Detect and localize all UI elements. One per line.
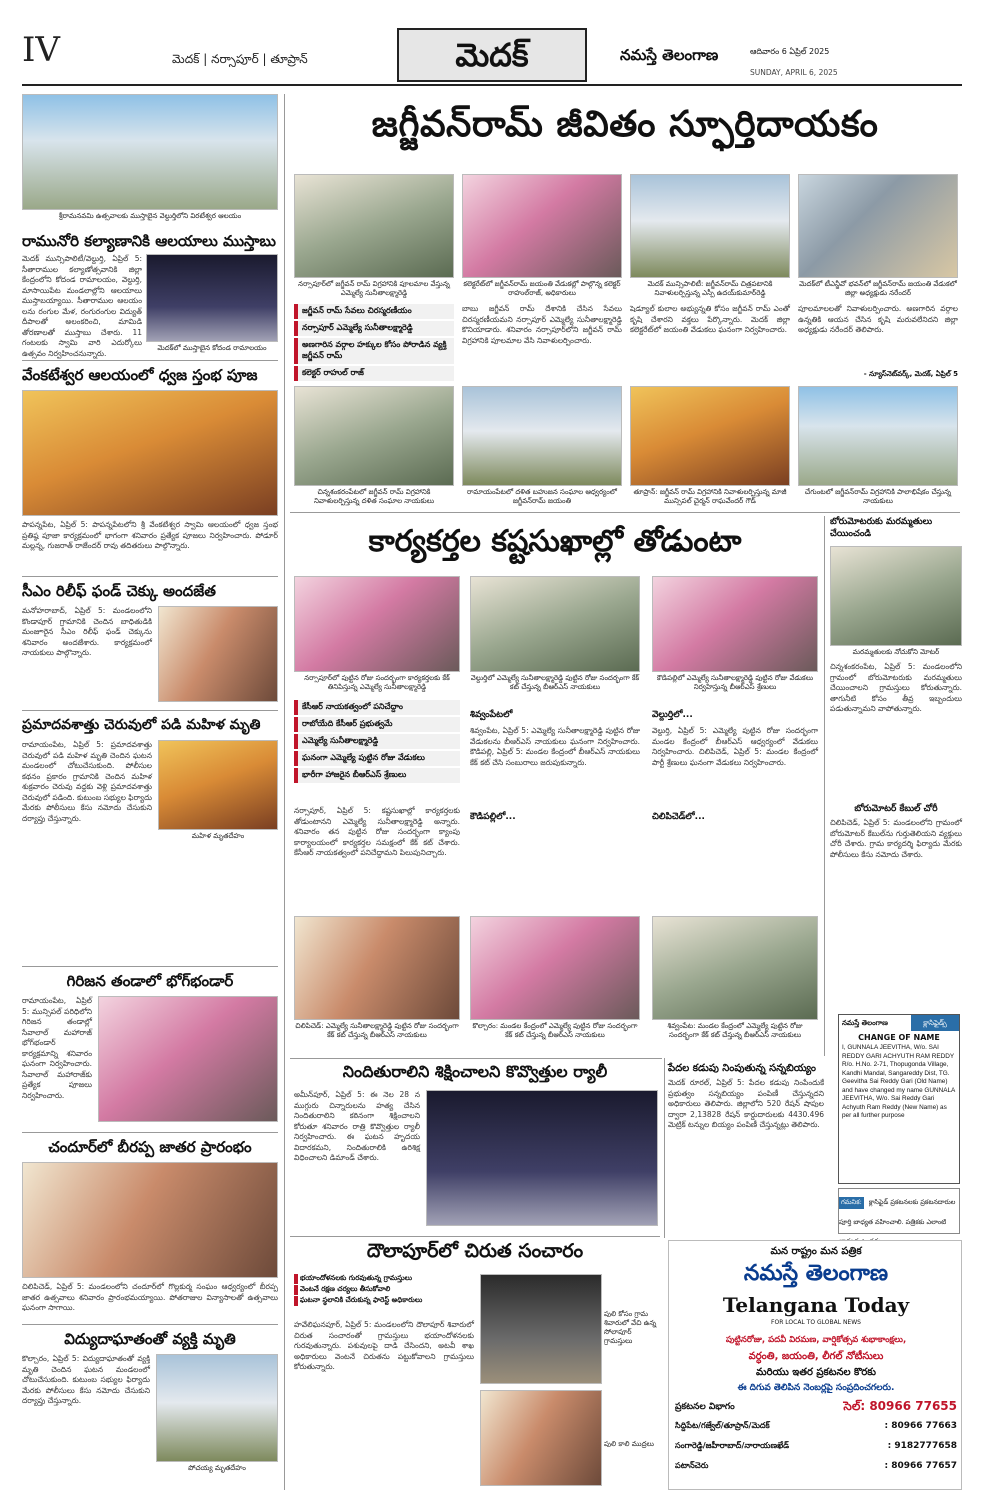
section-title-box [397,28,587,82]
third-headline: నిందితురాలిని శిక్షించాలని కొవ్వొత్తుల ర్యాలీ [342,1062,608,1081]
lead-photo-1 [294,174,454,278]
story7-photo [156,1354,278,1462]
ad-brand-telugu: నమస్తే తెలంగాణ [743,1261,889,1286]
classified-header [839,1015,959,1031]
divider [290,1236,660,1237]
borewell-sub: బోరుమోటర్ కేబుల్ చోరీ [854,804,938,814]
classified-tag: క్లాసిఫైడ్స్ [911,1015,959,1031]
ad-contact-phone: : 80966 77663 [884,1421,957,1431]
paper-name: నమస్తే తెలంగాణ [620,46,719,64]
borewell-caption: మరమ్మతులకు నోచుకోని మోటర్ [852,648,940,656]
header-rule [22,84,962,86]
ad-contact-phone: : 9182777658 [887,1441,957,1451]
ad-contact-row [675,1461,957,1472]
lead-caption-3: మెదక్ మున్సిపాలిటీ: జగ్జీవన్‌రామ్ చిత్రపటానికి నివాళులర్పిస్తున్న ఎస్పీ ఉదయ్‌కుమార్‌రెడ్డి [647,280,773,297]
ad-contact-head [675,1399,957,1416]
region-line: మెదక్ | నర్సాపూర్ | తూప్రాన్ [172,52,308,66]
story5-body: రామాయంపేట, ఏప్రిల్ 5: మున్సిపల్ పరిధిలోని గిరిజన తండాల్లో సేవాలాల్ మహారాజ్ భోగ్‌భండార్ కార్యక్రమాన్ని శనివారం ఘనంగా నిర్వహించారు. సేవాలాల్ మహారాజ్‌కు ప్రత్యేక పూజలు నిర్వహించారు. [22,996,92,1100]
section-title: మెదక్ [455,36,529,74]
second-body-c: వెల్దుర్తి, ఏప్రిల్ 5: ఎమ్మెల్యే పుట్టిన రోజు సందర్భంగా మండల కేంద్రంలో బీఆర్‌ఎస్ ఆధ్వర్యంలో వేడుకలు నిర్వహించారు. చిలిపిచెడ్, ఏప్రిల్ 5: మండల కేంద్రంలో పార్టీ శ్రేణులు ఘనంగా వేడుకలు నిర్వహించారు. [652,726,818,767]
lead-bullet: నర్సాపూర్ ఎమ్మెల్యే సునీతాలక్ష్మారెడ్డి [294,321,454,336]
temple-photo [22,94,278,210]
lead-photo-4 [798,174,958,278]
second-caption-2: వెల్దుర్తిలో ఎమ్మెల్యే సునీతాలక్ష్మారెడ్డి పుట్టిన రోజు సందర్భంగా కేక్ కట్ చేస్తున్న బీఆర్‌ఎస్ నాయకులు [470,674,640,691]
second-sub-3: కౌడిపల్లిలో... [470,812,516,822]
second-caption-5: కొల్చారం: మండల కేంద్రంలో ఎమ్మెల్యే పుట్టిన రోజు సందర్భంగా కేక్ కట్ చేస్తున్న బీఆర్‌ఎస్ నాయకులు [472,1022,638,1039]
second-body-a: నర్సాపూర్, ఏప్రిల్ 5: కష్టసుఖాల్లో కార్యకర్తలకు తోడుంటానని ఎమ్మెల్యే సునీతాలక్ష్మారెడ్డి అన్నారు. శనివారం తన పుట్టిన రోజు సందర్భంగా క్యాంపు కార్యాలయంలో కార్యకర్తల సమక్షంలో కేక్ కట్ చేశారు. కేసీఆర్ నాయకత్వంలో పనిచేద్దామని పిలుపునిచ్చారు. [294,806,460,857]
second-bullets [294,700,460,785]
classified-box [838,1014,960,1184]
divider [22,1324,278,1325]
second-bullet: భారీగా హాజరైన బీఆర్‌ఎస్ శ్రేణులు [294,768,460,783]
temple-caption: శ్రీరామనవమి ఉత్సవాలకు ముస్తాబైన వెల్దుర్తిలోని విరటేశ్వర ఆలయం [58,212,242,220]
column-divider [664,1058,665,1238]
fourth-headline: పేదల కడుపు నింపుతున్న సన్నబియ్యం [668,1063,816,1074]
divider [22,710,278,711]
lead-bullet: కలెక్టర్ రాహుల్ రాజ్ [294,366,454,381]
second-bullet: కేసీఆర్ నాయకత్వంలో పనిచేద్దాం [294,700,460,715]
story5-headline: గిరిజన తండాలో భోగ్‌భండార్ [66,972,234,990]
lead-headline: జగ్జీవన్‌రామ్ జీవితం స్ఫూర్తిదాయకం [371,104,879,145]
second-photo-5 [470,916,640,1020]
date-telugu: ఆదివారం 6 ఏప్రిల్ 2025 [750,47,830,56]
story4-photo [158,740,278,830]
third-photo [426,1090,658,1226]
second-bullet: ఎమ్మెల్యే సునీతాలక్ష్మారెడ్డి [294,734,460,749]
fifth-bullet: భయాందోళనలకు గురవుతున్న గ్రామస్తులు [294,1274,484,1284]
story1-body: మెదక్ మున్సిపాలిటీ/వెల్దుర్తి, ఏప్రిల్ 5: సీతారాముల కల్యాణోత్సవానికి జిల్లా కేంద్రంలోని కోదండ రామాలయం, వెల్దుర్తి, మాసాయిపేట మండలాల్లోని ఆలయాలు ముస్తాబయ్యాయి. సీతారాముల ఆలయం లను రంగుల మేళ, రంగురంగుల విద్యుత్ దీపాలతో అలంకరించి, మామిడి తోరణాలతో ముస్తాబు చేశారు. 11 గంటలకు స్వామి వారి ఎదుర్కోలు ఉత్సవం నిర్వహించనున్నారు. [22,254,142,358]
lead-bullets [294,304,454,383]
third-story [290,1062,660,1232]
story2-body: పాపన్నపేట, ఏప్రిల్ 5: పాపన్నపేటలోని శ్రీ వేంకటేశ్వర స్వామి ఆలయంలో ధ్వజ స్తంభ ప్రతిష్ఠ పూజా కార్యక్రమంలో భాగంగా శనివారం ప్రత్యేక పూజలు నిర్వహించారు. పోడూర్ మల్లన్న, గుజరాత్ రాజేందర్ రావు తదితరులు పాల్గొన్నారు. [22,520,278,550]
story2-headline: వేంకటేశ్వర ఆలయంలో ధ్వజ స్తంభ పూజ [22,366,258,384]
second-bullet: ఘనంగా ఎమ్మెల్యే పుట్టిన రోజు వేడుకలు [294,751,460,766]
borewell-body-2: చిలిపిచెడ్, ఏప్రిల్ 5: మండలంలోని గ్రామంలో బోరుమోటర్ కేబుల్‌ను గుర్తుతెలియని వ్యక్తులు చోరీ చేశారు. గ్రామ కార్యదర్శి ఫిర్యాదు మేరకు పోలీసులు కేసు నమోదు చేశారు. [830,818,962,859]
ad-contact-row [675,1421,957,1432]
divider [22,360,278,361]
story4-body: రామాయంపేట, ఏప్రిల్ 5: ప్రమాదవశాత్తు చెరువులో పడి మహిళ మృతి చెందిన ఘటన మండలంలో చోటుచేసుకుంది. పోలీసుల కథనం ప్రకారం గ్రామానికి చెందిన మహిళ శుక్రవారం చెరువు వద్దకు వెళ్లి ప్రమాదవశాత్తు చెరువులో పడింది. కుటుంబ సభ్యుల ఫిర్యాదు మేరకు పోలీసులు కేసు నమోదు చేసుకుని దర్యాప్తు చేస్తున్నారు. [22,740,152,823]
divider [22,1132,278,1133]
story6-body: చిలిపిచెడ్, ఏప్రిల్ 5: మండలంలోని చందూర్‌లో గొల్లకుర్మ సంఘం ఆధ్వర్యంలో బీరప్ప జాతర ఉత్సవాలు శనివారం ప్రారంభమయ్యాయి. పోతరాజుల విన్యాసాలతో ఉత్సవాలు ఘనంగా సాగాయి. [22,1282,278,1312]
divider [290,1058,662,1059]
lead-bullet: అణగారిన వర్గాల హక్కుల కోసం పోరాడిన వ్యక్తి జగ్జీవన్ రామ్ [294,338,454,364]
ad-tagline: మన రాష్ట్రం మన పత్రిక [770,1246,862,1257]
second-photo-2 [470,576,640,672]
ad-contact-place: సంగారెడ్డి/జహీరాబాద్/నారాయణఖేడ్ [675,1441,790,1450]
lead-photo-6 [462,386,622,486]
story7-headline: విద్యుదాఘాతంతో వ్యక్తి మృతి [64,1330,236,1348]
second-photo-3 [652,576,818,672]
ad-contact-phone: : 80966 77657 [884,1461,957,1471]
second-caption-6: శివ్వంపేట: మండల కేంద్రంలో ఎమ్మెల్యే పుట్టిన రోజు సందర్భంగా కేక్ కట్ చేస్తున్న బీఆర్‌ఎస్ నాయకులు [667,1022,803,1039]
lead-caption-4: మెదక్‌లో టీఎన్జీవో భవన్‌లో జగ్జీవన్‌రామ్ జయంతి వేడుకలో జిల్లా అధ్యక్షుడు నరేందర్ [799,280,957,297]
story7-photo-caption: పోచయ్య మృతదేహం [188,1464,246,1472]
second-photo-4 [294,916,460,1020]
borewell-photo [830,546,962,646]
lead-photo-7 [630,386,790,486]
borewell-body: చిన్నశంకరంపేట, ఏప్రిల్ 5: మండలంలోని గ్రామంలో బోరుమోటరుకు మరమ్మతులు చేయించాలని గ్రామస్తులు కోరుతున్నారు. తాగునీటి కోసం తీవ్ర ఇబ్బందులు పడుతున్నామని వాపోతున్నారు. [830,662,962,713]
lead-body-col2: బాబు జగ్జీవన్ రామ్ దేశానికి చేసిన సేవలు చిరస్మరణీయమని నర్సాపూర్ ఎమ్మెల్యే సునీతాలక్ష్మారెడ్డి కొనియాడారు. శనివారం నర్సాపూర్‌లోని జగ్జీవన్ రామ్ విగ్రహానికి పూలమాల వేసి నివాళులర్పించారు. [462,304,622,345]
lead-caption-6: రామాయంపేటలో దళిత బహుజన సంఘాల ఆధ్వర్యంలో జగ్జీవన్‌రామ్ జయంతి [467,488,617,505]
story2-photo [22,390,278,516]
lead-body-col4: పూలమాలలతో నివాళులర్పించారు. అణగారిన వర్గాల ఉన్నతికి ఆయన చేసిన కృషి మరువలేనిదని జిల్లా అధ్యక్షుడు నరేందర్ తెలిపారు. [798,304,958,334]
lead-photo-5 [294,386,454,486]
fifth-body: హవేలిఘనపూర్, ఏప్రిల్ 5: మండలంలోని దౌలాపూర్ శివారులో చిరుత సంచారంతో గ్రామస్తులు భయాందోళనలకు గురవుతున్నారు. పశువులపై దాడి చేసిందని, అటవీ శాఖ అధికారులు వెంటనే చిరుతను పట్టుకోవాలని గ్రామస్తులు కోరుతున్నారు. [294,1320,474,1371]
fourth-story [668,1062,828,1232]
story1-headline: రామునోరి కల్యాణానికి ఆలయాలు ముస్తాబు [22,232,276,250]
divider [22,576,278,577]
fifth-story [290,1240,660,1490]
ad-cell-label: సెల్: 80966 77655 [843,1399,957,1413]
ad-line-3: మరియు ఇతర ప్రకటనల కొరకు [756,1367,876,1378]
fifth-bullets [294,1274,484,1307]
fifth-caption-1: పులి కోసం గ్రామ శివారులో వేచి ఉన్న సోలాపూర్ గ్రామస్తులు [604,1310,657,1345]
borewell-headline: బోరుమోటరుకు మరమ్మతులు చేయించండి [830,517,933,539]
story4-headline: ప్రమాదవశాత్తు చెరువులో పడి మహిళ మృతి [22,717,261,733]
fourth-body: మెదక్ రూరల్, ఏప్రిల్ 5: పేదల కడుపు నింపేందుకే ప్రభుత్వం సన్నబియ్యం పంపిణీ చేస్తున్నదని అధికారులు తెలిపారు. జిల్లాలోని 520 రేషన్ షాపుల ద్వారా 2,13828 రేషన్ కార్డుదారులకు 4430.496 మెట్రిక్ టన్నుల బియ్యం పంపిణీ చేస్తున్నట్లు తెలిపారు. [668,1078,824,1129]
classified-title: CHANGE OF NAME [858,1033,940,1042]
date-english: SUNDAY, APRIL 6, 2025 [750,68,838,77]
third-body: అమీన్‌పూర్, ఏప్రిల్ 5: ఈ నెల 28 న ముగ్గురు చిన్నారులను హత్య చేసిన నిందితురాలిని కఠినంగా శిక్షించాలని కోరుతూ శనివారం రాత్రి కొవ్వొత్తుల ర్యాలీ నిర్వహించారు. ఈ ఘటన హృదయ విదారకమని, నిందితురాలికి ఉరిశిక్ష విధించాలని డిమాండ్ చేశారు. [294,1090,420,1162]
second-sub-2: వెల్దుర్తిలో... [652,710,693,720]
classified-text: I, GUNNALA JEEVITHA, W/o. SAI REDDY GARI ACHYUTH RAM REDDY R/o. H.No. 2-71, Thopugonda Village, Kandhi Mandal, Sangareddy Dist, TG. Geevitha Sai Reddy Gari (Old Name) and have changed my name GUNNALA JEEVITHA, W/o. Sai Reddy Gari Achyuth Ram Reddy (New Name) as per all further purpose [842,1044,955,1119]
story5-photo [98,996,278,1122]
second-headline: కార్యకర్తల కష్టసుఖాల్లో తోడుంటా [368,524,742,559]
lead-photo-8 [798,386,958,486]
lead-photo-3 [630,174,790,278]
story6-photo [22,1162,278,1278]
ad-contact-row [675,1441,957,1452]
lead-photo-2 [462,174,622,278]
ad-slogan: FOR LOCAL TO GLOBAL NEWS [771,1319,861,1326]
left-column [22,94,278,1490]
lead-bullet: జగ్జీవన్ రామ్ సేవలు చిరస్మరణీయం [294,304,454,319]
ad-contact-place: సిద్దిపేట/గజ్వేల్/తూప్రాన్/మెదక్ [675,1421,770,1430]
ad-line-1: పుట్టినరోజు, పదవీ విరమణ, వార్షికోత్సవ శుభాకాంక్షలు, [725,1335,907,1345]
lead-caption-2: కలెక్టరేట్‌లో జగ్జీవన్‌రామ్ జయంతి వేడుకల్లో పాల్గొన్న కలెక్టర్ రాహుల్‌రాజ్, అధికారులు [463,280,621,297]
classified-note: క్లాసిఫైడ్ ప్రకటనలకు ప్రకటనదారుల పూర్తి బాధ్యత వహించాలి. పత్రికకు ఎలాంటి [839,1198,956,1226]
lead-body-col3: షెడ్యూల్ కులాల అభ్యున్నతి కోసం జగ్జీవన్ రామ్ ఎంతో కృషి చేశారని వక్తలు పేర్కొన్నారు. మెదక్ జిల్లా కలెక్టరేట్‌లో జయంతి వేడుకలు ఘనంగా నిర్వహించారు. [630,304,790,334]
advertisement [668,1240,962,1490]
ad-line-4: ఈ దిగువ తెలిపిన నెంబర్లపై సంప్రదించగలరు. [737,1383,895,1393]
ad-brand-english: Telangana Today [722,1293,910,1317]
second-caption-3: కౌడిపల్లిలో ఎమ్మెల్యే సునీతాలక్ష్మారెడ్డి పుట్టిన రోజు వేడుకలు నిర్వహిస్తున్న బీఆర్‌ఎస్ శ్రేణులు [656,674,814,691]
fifth-bullet: ఘటనా స్థలానికి చేరుకున్న ఫారెస్ట్ అధికారులు [294,1296,484,1306]
ad-contact-place: పటాన్‌చెరు [675,1461,709,1470]
fifth-photo-2 [480,1390,602,1486]
second-sub-4: చిలిపిచెడ్‌లో... [652,812,705,822]
fifth-photo-1 [480,1274,602,1384]
classified-note-box [838,1188,960,1234]
story3-photo [158,606,278,702]
second-body-b: శివ్వంపేట, ఏప్రిల్ 5: ఎమ్మెల్యే సునీతాలక్ష్మారెడ్డి పుట్టిన రోజు వేడుకలను బీఆర్‌ఎస్ నాయకులు ఘనంగా నిర్వహించారు. కౌడిపల్లి, ఏప్రిల్ 5: మండల కేంద్రంలో బీఆర్‌ఎస్ నాయకులు కేక్ కట్ చేసి సంబురాలు జరుపుకున్నారు. [470,726,640,767]
ad-line-2: వర్ధంతి, జయంతి, లీగల్ నోటీసులు [748,1351,884,1362]
story1-photo-caption: మెదక్‌లో ముస్తాబైన కోదండ రామాలయం [157,344,267,352]
story7-body: కొల్చారం, ఏప్రిల్ 5: విద్యుదాఘాతంతో వ్యక్తి మృతి చెందిన ఘటన మండలంలో చోటుచేసుకుంది. కుటుంబ సభ్యుల ఫిర్యాదు మేరకు పోలీసులు కేసు నమోదు చేసుకుని దర్యాప్తు చేస్తున్నారు. [22,1354,150,1405]
second-sub-1: శివ్వంపేటలో [470,710,513,720]
story4-photo-caption: మహిళ మృతదేహం [191,832,245,840]
lead-caption-7: తూప్రాన్: జగ్జీవన్ రామ్ విగ్రహానికి నివాళులర్పిస్తున్న మాజీ మున్సిపల్ చైర్మన్ రాఘవేందర్ గౌడ్ [633,488,787,505]
second-caption-1: నర్సాపూర్‌లో పుట్టిన రోజు సందర్భంగా కార్యకర్తలకు కేక్ తినిపిస్తున్న ఎమ్మెల్యే సునీతాలక్ష్మారెడ్డి [304,674,450,691]
fifth-bullet: వెంటనే రక్షణ చర్యలు తీసుకోవాలి [294,1285,484,1295]
classified-label: నమస్తే తెలంగాణ [842,1019,888,1027]
classified-note-label: గమనిక: [839,1197,864,1209]
divider [22,966,278,967]
fifth-headline: దౌలాపూర్‌లో చిరుత సంచారం [366,1240,584,1262]
story3-body: మనోహరాబాద్, ఏప్రిల్ 5: మండలంలోని కొండాపూర్ గ్రామానికి చెందిన బాధితుడికి మంజూరైన సీఎం రిలీఫ్ ఫండ్ చెక్కును శనివారం అందజేశారు. కార్యక్రమంలో నాయకులు పాల్గొన్నారు. [22,606,152,657]
page-number: IV [22,30,60,70]
second-photo-1 [294,576,460,672]
story1-photo [146,254,278,342]
second-caption-4: చిలిపిచెడ్: ఎమ్మెల్యే సునీతాలక్ష్మారెడ్డి పుట్టిన రోజు సందర్భంగా కేక్ కట్ చేస్తున్న బీఆర్‌ఎస్ నాయకులు [295,1022,459,1039]
second-photo-6 [652,916,818,1020]
lead-credit: - న్యూస్‌నెట్‌వర్క్, మెదక్, ఏప్రిల్ 5 [863,370,958,378]
lead-caption-1: నర్సాపూర్‌లో జగ్జీవన్ రామ్ విగ్రహానికి పూలమాల వేస్తున్న ఎమ్మెల్యే సునీతాలక్ష్మారెడ్డి [298,280,450,297]
second-bullet: రాబోయేది కేసీఆర్ ప్రభుత్వమే [294,717,460,732]
fifth-caption-2: పులి కాలి ముద్రలు [604,1440,654,1448]
ad-dept-label: ప్రకటనల విభాగం [675,1401,735,1412]
story6-headline: చందూర్‌లో బీరప్ప జాతర ప్రారంభం [48,1138,252,1156]
page-header [0,0,981,86]
story3-headline: సీఎం రిలీఫ్ ఫండ్ చెక్కు అందజేత [22,582,216,600]
second-story [290,516,820,1056]
divider [290,512,960,513]
lead-caption-8: చేగుంటలో జగ్జీవన్‌రామ్ విగ్రహానికి పాలాభిషేకం చేస్తున్న నాయకులు [804,488,952,505]
lead-story [290,94,960,508]
column-divider [284,94,285,1490]
column-divider [824,516,825,1056]
lead-caption-5: చిన్నశంకరంపేటలో జగ్జీవన్ రామ్ విగ్రహానికి నివాళులర్పిస్తున్న దళిత సంఘాల నాయకులు [313,488,435,505]
